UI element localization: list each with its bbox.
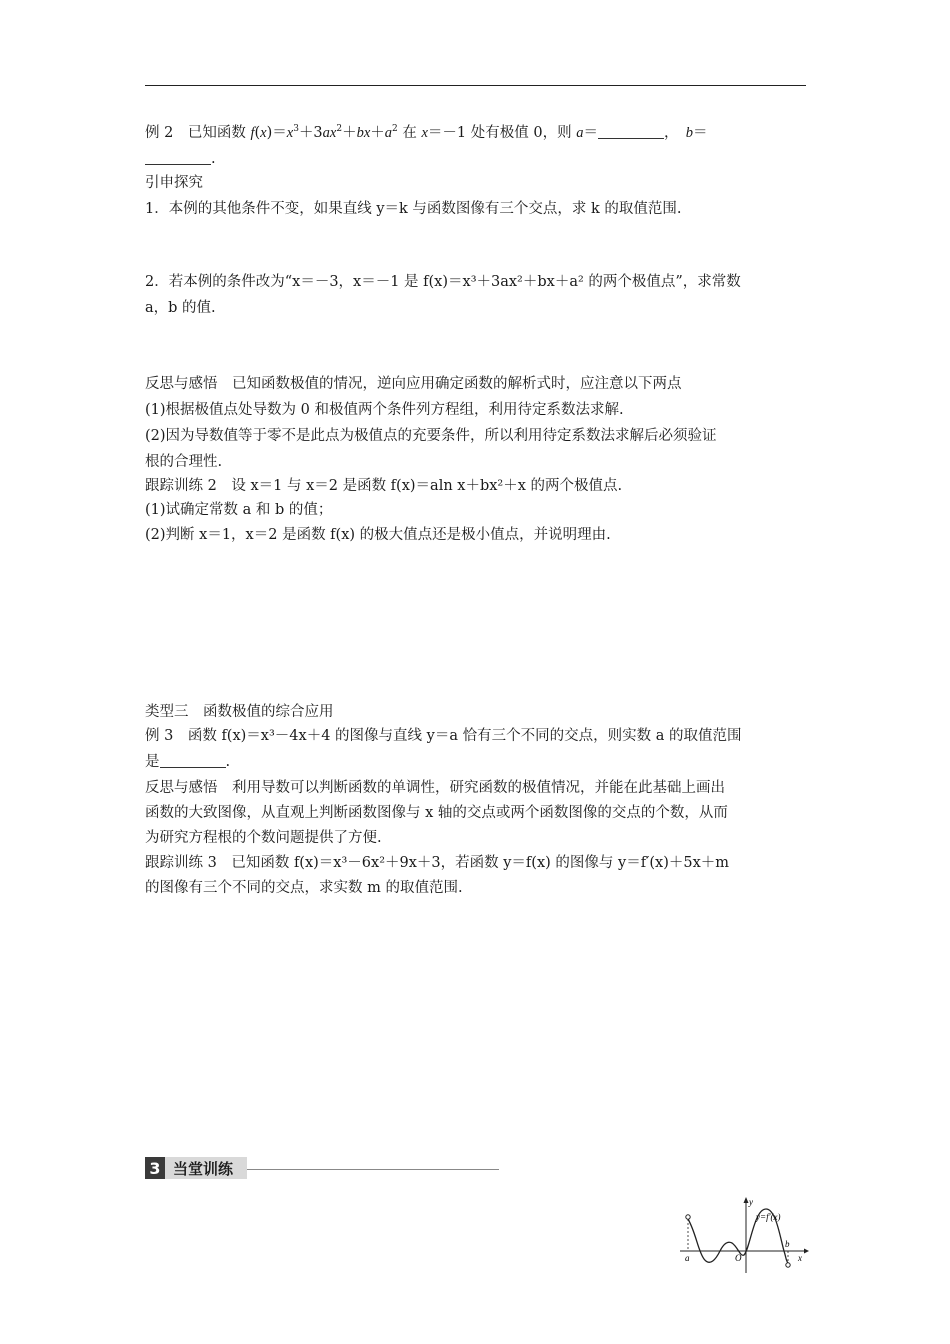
section3-line [247,1169,499,1170]
origin-label: O [735,1253,742,1263]
section3-header [145,1157,499,1179]
derivative-graph [676,1195,810,1275]
example2-formula: $f(x)=x^3+3ax^2+bx+a^2$ [250,124,398,141]
example2-label: 例 2 [145,125,174,141]
extension-item1: 1．本例的其他条件不变，如果直线 y＝k 与函数图像有三个交点，求 k 的取值范围. [145,201,682,217]
y-axis-label: y [749,1197,753,1207]
section3-title: 当堂训练 [165,1157,247,1179]
training3-line1: 跟踪训练 3 已知函数 f(x)＝x³－6x²＋9x＋3，若函数 y＝f(x) 的图像与 y＝f′(x)＋5x＋m [145,855,730,871]
answer-blank-a[interactable] [598,125,664,139]
reflection1-line3: (2)因为导数值等于零不是此点为极值点的充要条件，所以利用待定系数法求解后必须验证 [145,428,717,444]
example2-line1: 例 2 已知函数 $f(x)=x^3+3ax^2+bx+a^2$ 在 x＝－1 处有极值 0，则 a＝ ， b＝ [145,124,708,141]
example3-line1: 例 3 函数 f(x)＝x³－4x＋4 的图像与直线 y＝a 恰有三个不同的交点，则实数 a 的取值范围 [145,728,742,744]
reflection2-line1: 反思与感悟 利用导数可以判断函数的单调性，研究函数的极值情况，并能在此基础上画出 [145,780,725,796]
left-end-label: a [685,1253,690,1263]
y-axis-arrow-icon [744,1197,749,1203]
training3-line2: 的图像有三个不同的交点，求实数 m 的取值范围. [145,880,463,896]
left-endpoint [686,1215,690,1219]
extension-item2-line2: a，b 的值. [145,300,216,316]
reflection1-line4: 根的合理性. [145,454,223,470]
top-rule [145,85,806,86]
right-endpoint [786,1263,790,1267]
training2-line2: (1)试确定常数 a 和 b 的值； [145,502,333,518]
section3-number: 3 [145,1157,165,1179]
reflection1-line1: 反思与感悟 已知函数极值的情况，逆向应用确定函数的解析式时，应注意以下两点 [145,376,682,392]
reflection2-line2: 函数的大致图像，从直观上判断函数图像与 x 轴的交点或两个函数图像的交点的个数，从而 [145,805,728,821]
reflection1-line2: (1)根据极值点处导数为 0 和极值两个条件列方程组，利用待定系数法求解. [145,402,624,418]
type3-title: 类型三 函数极值的综合应用 [145,704,334,720]
x-axis-label: x [798,1253,802,1263]
answer-blank-b[interactable] [145,151,211,165]
reflection2-line3: 为研究方程根的个数问题提供了方便. [145,830,382,846]
extension-item2-line1: 2．若本例的条件改为“x＝－3，x＝－1 是 f(x)＝x³＋3ax²＋bx＋a² 的两个极值点”，求常数 [145,274,741,290]
training2-line3: (2)判断 x＝1，x＝2 是函数 f(x) 的极大值点还是极小值点，并说明理由. [145,527,611,543]
training2-line1: 跟踪训练 2 设 x＝1 与 x＝2 是函数 f(x)＝aln x＋bx²＋x 的两个极值点. [145,478,623,494]
answer-blank-range[interactable] [160,754,226,768]
example2-line2: . [145,147,216,171]
curve-label: y=f′(x) [756,1212,781,1222]
extension-title: 引申探究 [145,175,203,191]
example3-line2: 是 . [145,754,231,770]
right-end-label: b [785,1239,790,1249]
x-axis-arrow-icon [804,1249,809,1254]
